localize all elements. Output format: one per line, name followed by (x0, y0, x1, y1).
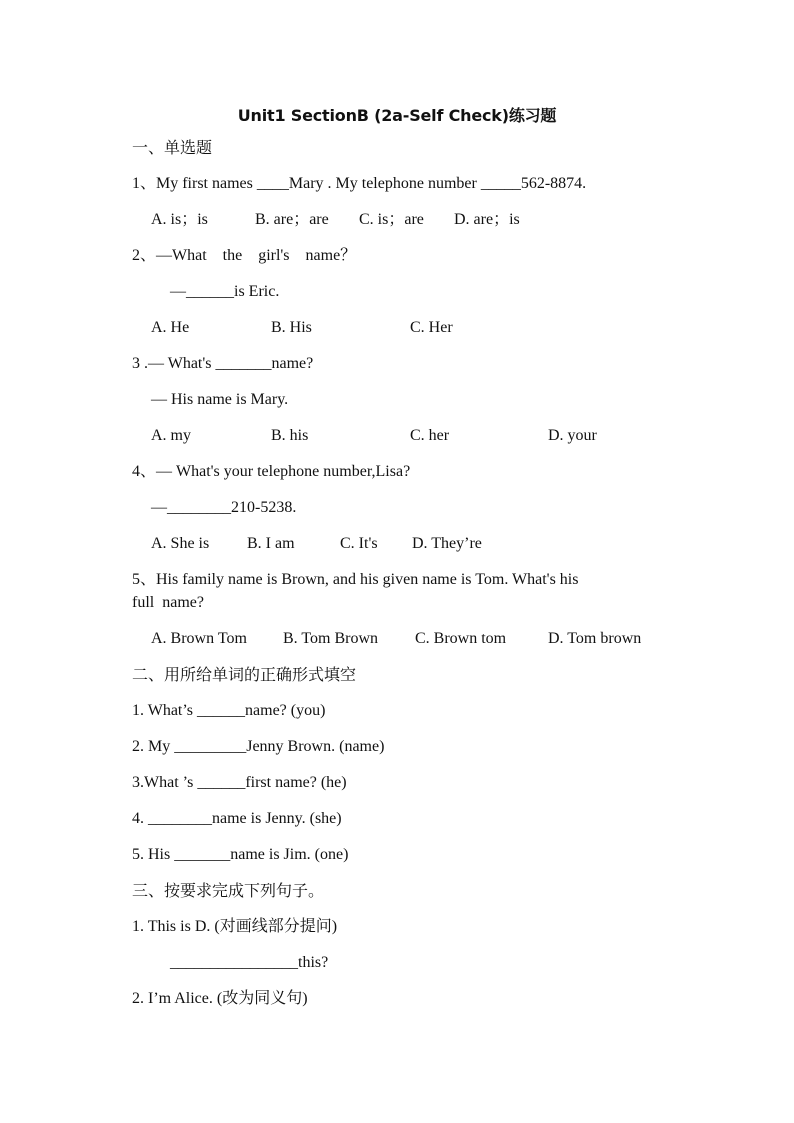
q5-option-b: B. Tom Brown (283, 630, 379, 647)
q5-option-d: D. Tom brown (548, 630, 642, 647)
worksheet-title: Unit1 SectionB (2a-Self Check)练习题 (237, 106, 557, 125)
s2-item: 1. What’s ______name? (you) (132, 702, 326, 719)
q2-text: 2、—What the girl's name？ (132, 247, 357, 264)
q3-option-c: C. her (410, 427, 450, 444)
section3-heading: 三、按要求完成下列句子。 (132, 881, 325, 900)
s2-item: 2. My _________Jenny Brown. (name) (132, 738, 385, 755)
s3-q1: 1. This is D. (对画线部分提问) (132, 918, 338, 935)
q1-text: 1、My first names ____Mary . My telephone number _____562-8874. (132, 175, 587, 192)
q1-option-a: A. is；is (151, 211, 208, 228)
q4-option-d: D. They’re (412, 535, 482, 552)
section1-heading: 一、单选题 (132, 138, 213, 157)
q4-option-a: A. She is (151, 535, 210, 552)
q3-option-a: A. my (151, 427, 191, 444)
q2-option-b: B. His (271, 319, 312, 336)
s2-item: 5. His _______name is Jim. (one) (132, 846, 349, 863)
q4-answer: —________210-5238. (151, 499, 297, 516)
q2-option-c: C. Her (410, 319, 453, 336)
q2-answer: —______is Eric. (170, 283, 280, 300)
q5-text-line1: 5、His family name is Brown, and his given name is Tom. What's his (132, 571, 579, 588)
q5-text-line2: full name? (132, 594, 204, 611)
q2-option-a: A. He (151, 319, 190, 336)
q1-option-b: B. are；are (255, 211, 329, 228)
q3-option-b: B. his (271, 427, 309, 444)
q1-option-c: C. is；are (359, 211, 424, 228)
q5-option-c: C. Brown tom (415, 630, 507, 647)
q5-option-a: A. Brown Tom (151, 630, 247, 647)
q3-answer: — His name is Mary. (151, 391, 289, 408)
s2-item: 3.What ’s ______first name? (he) (132, 774, 347, 791)
q4-option-b: B. I am (247, 535, 295, 552)
q1-option-d: D. are；is (454, 211, 520, 228)
s3-q1-answer: ________________this? (170, 954, 329, 971)
q4-option-c: C. It's (340, 535, 378, 552)
q3-text: 3 .— What's _______name? (132, 355, 314, 372)
s2-item: 4. ________name is Jenny. (she) (132, 810, 342, 827)
section2-heading: 二、用所给单词的正确形式填空 (132, 665, 357, 684)
q4-text: 4、— What's your telephone number,Lisa? (132, 463, 411, 480)
q3-option-d: D. your (548, 427, 597, 444)
s3-q2: 2. I’m Alice. (改为同义句) (132, 990, 308, 1007)
